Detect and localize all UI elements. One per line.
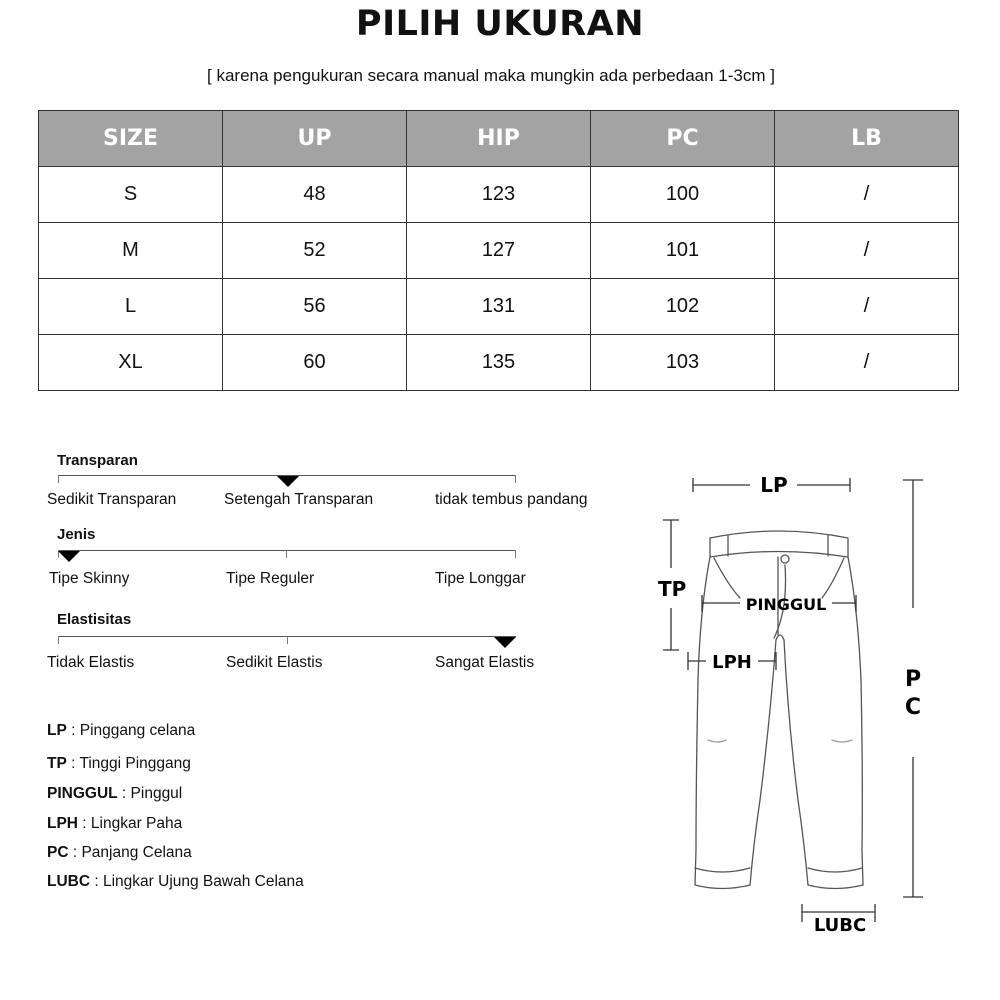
dimension-lines	[663, 478, 923, 922]
cell-lb: /	[775, 279, 959, 335]
scale-tick	[515, 475, 516, 483]
cell-size: S	[39, 167, 223, 223]
cell-size: M	[39, 223, 223, 279]
legend-desc: : Pinggul	[117, 785, 183, 802]
scale-tick	[58, 636, 59, 644]
header-pc: PC	[591, 111, 775, 167]
page-title: PILIH UKURAN	[355, 4, 645, 44]
pants-diagram	[600, 440, 1000, 960]
label-pc-c: C	[904, 695, 922, 720]
size-table	[38, 110, 959, 391]
scale-label: Sedikit Transparan	[47, 491, 177, 508]
label-lp: LP	[760, 473, 788, 497]
cell-hip: 131	[407, 279, 591, 335]
scale-title-jenis: Jenis	[57, 526, 96, 543]
cell-hip: 127	[407, 223, 591, 279]
header-up: UP	[223, 111, 407, 167]
legend-abbr: TP	[47, 755, 67, 772]
cell-up: 56	[223, 279, 407, 335]
cell-pc: 101	[591, 223, 775, 279]
legend-item	[47, 844, 192, 862]
cell-up: 48	[223, 167, 407, 223]
legend-desc: : Pinggang celana	[66, 722, 196, 739]
scale-label: Tipe Reguler	[226, 570, 315, 587]
label-tp: TP	[658, 577, 687, 601]
legend-abbr: LUBC	[47, 873, 91, 890]
scale-label: Tipe Longgar	[435, 570, 526, 587]
legend-desc: : Lingkar Ujung Bawah Celana	[90, 873, 304, 890]
cell-up: 52	[223, 223, 407, 279]
cell-lb: /	[775, 223, 959, 279]
cell-lb: /	[775, 167, 959, 223]
scale-tick	[515, 550, 516, 558]
cell-pc: 100	[591, 167, 775, 223]
legend-item	[47, 722, 195, 740]
cell-hip: 123	[407, 167, 591, 223]
legend-item	[47, 815, 182, 833]
cell-size: XL	[39, 335, 223, 391]
header-hip: HIP	[407, 111, 591, 167]
table-row	[39, 167, 959, 223]
legend-item	[47, 873, 304, 891]
header-size: SIZE	[39, 111, 223, 167]
scale-label: Tipe Skinny	[49, 570, 130, 587]
legend-abbr: PINGGUL	[47, 785, 118, 802]
label-pc-p: P	[904, 667, 922, 692]
selected-marker-icon	[494, 637, 516, 648]
legend-abbr: LP	[47, 722, 67, 739]
measurement-note: [ karena pengukuran secara manual maka mungkin ada perbedaan 1-3cm ]	[207, 66, 775, 85]
scale-line	[58, 550, 516, 551]
cell-lb: /	[775, 335, 959, 391]
scale-title-elastisitas: Elastisitas	[57, 611, 132, 628]
legend-desc: : Panjang Celana	[68, 844, 192, 861]
cell-pc: 102	[591, 279, 775, 335]
scale-label: Setengah Transparan	[224, 491, 374, 508]
scale-tick	[287, 636, 288, 644]
cell-pc: 103	[591, 335, 775, 391]
cell-size: L	[39, 279, 223, 335]
table-row	[39, 223, 959, 279]
table-header-row	[39, 111, 959, 167]
label-lph: LPH	[712, 652, 752, 673]
table-row	[39, 279, 959, 335]
legend-abbr: LPH	[47, 815, 78, 832]
pants-outline	[695, 531, 863, 889]
legend-item	[47, 755, 191, 773]
scale-tick	[286, 550, 287, 558]
legend-item	[47, 785, 182, 803]
cell-up: 60	[223, 335, 407, 391]
cell-hip: 135	[407, 335, 591, 391]
label-lubc: LUBC	[813, 915, 867, 936]
scale-tick	[58, 475, 59, 483]
scale-label: Sangat Elastis	[435, 654, 535, 671]
header-lb: LB	[775, 111, 959, 167]
scale-label: tidak tembus pandang	[435, 491, 588, 508]
scale-title-transparan: Transparan	[57, 452, 138, 469]
selected-marker-icon	[58, 551, 80, 562]
legend-abbr: PC	[47, 844, 69, 861]
table-row	[39, 335, 959, 391]
label-pinggul: PINGGUL	[745, 595, 827, 614]
legend-desc: : Lingkar Paha	[78, 815, 183, 832]
legend-desc: : Tinggi Pinggang	[66, 755, 191, 772]
scale-label: Sedikit Elastis	[226, 654, 323, 671]
selected-marker-icon	[277, 476, 299, 487]
scale-label: Tidak Elastis	[47, 654, 135, 671]
